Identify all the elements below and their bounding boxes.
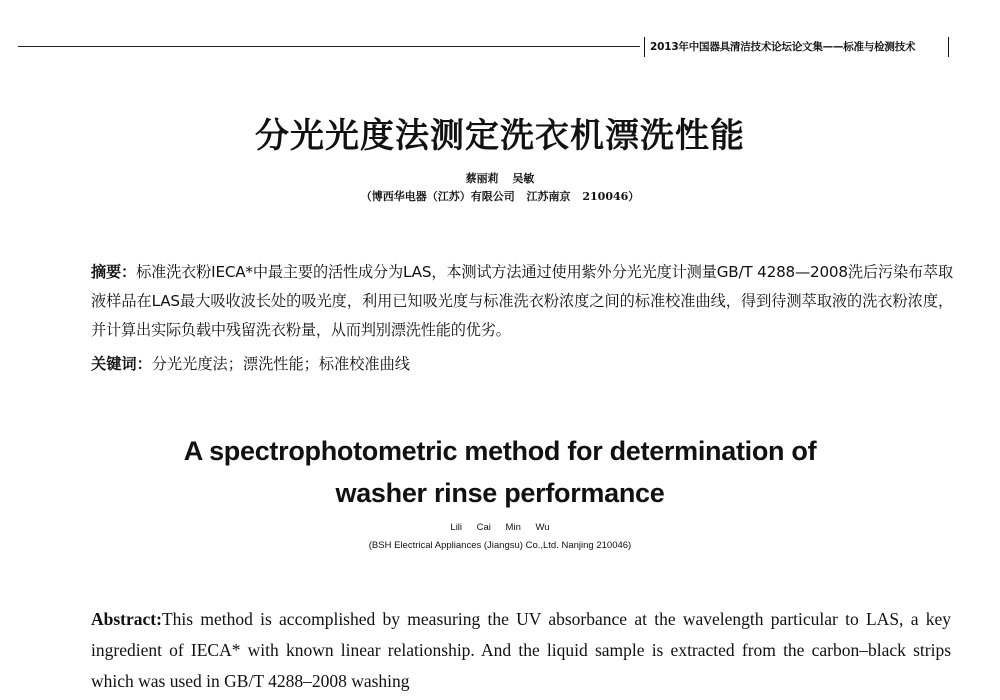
chinese-title: 分光光度法测定洗衣机漂洗性能 [255, 116, 745, 156]
english-title [0, 430, 1000, 514]
chinese-abstract-label: 摘要： [91, 263, 137, 281]
chinese-abstract [91, 258, 953, 345]
header-divider-left [644, 37, 645, 57]
header-divider-right [948, 37, 949, 57]
english-abstract-label: Abstract: [91, 609, 162, 629]
running-header: 2013年中国器具清洁技术论坛论文集——标准与检测技术 [650, 41, 916, 53]
chinese-affiliation: （博西华电器（江苏）有限公司 江苏南京 210046） [360, 190, 640, 203]
english-authors: Lili Cai Min Wu [450, 522, 550, 533]
chinese-keywords-label: 关键词： [91, 355, 152, 373]
header-rule [18, 46, 640, 47]
english-title-line-1: A spectrophotometric method for determination of [183, 436, 817, 466]
english-affiliation: (BSH Electrical Appliances (Jiangsu) Co.,Ltd. Nanjing 210046) [368, 540, 632, 551]
chinese-authors: 蔡丽莉 吴敏 [465, 172, 535, 185]
english-abstract [91, 604, 951, 697]
english-title-line-2: washer rinse performance [335, 478, 665, 508]
english-abstract-text: This method is accomplished by measuring the UV absorbance at the wavelength particular to LAS, a key ingredient of IECA* with known linear relationship. And the liquid sample is extracted from the carbon–black strips which was used in GB/T 4288–2008 washing [91, 609, 951, 691]
chinese-keywords-text: 分光光度法；漂洗性能；标准校准曲线 [151, 355, 410, 373]
chinese-keywords [91, 353, 953, 375]
chinese-abstract-text: 标准洗衣粉IECA*中最主要的活性成分为LAS，本测试方法通过使用紫外分光光度计测量GB/T 4288—2008洗后污染布萃取液样品在LAS最大吸收波长处的吸光度，利用已知吸光度与标准洗衣粉浓度之间的标准校准曲线，得到待测萃取液的洗衣粉浓度，并计算出实际负载中残留洗衣粉量，从而判别漂洗性能的优劣。 [91, 263, 953, 339]
